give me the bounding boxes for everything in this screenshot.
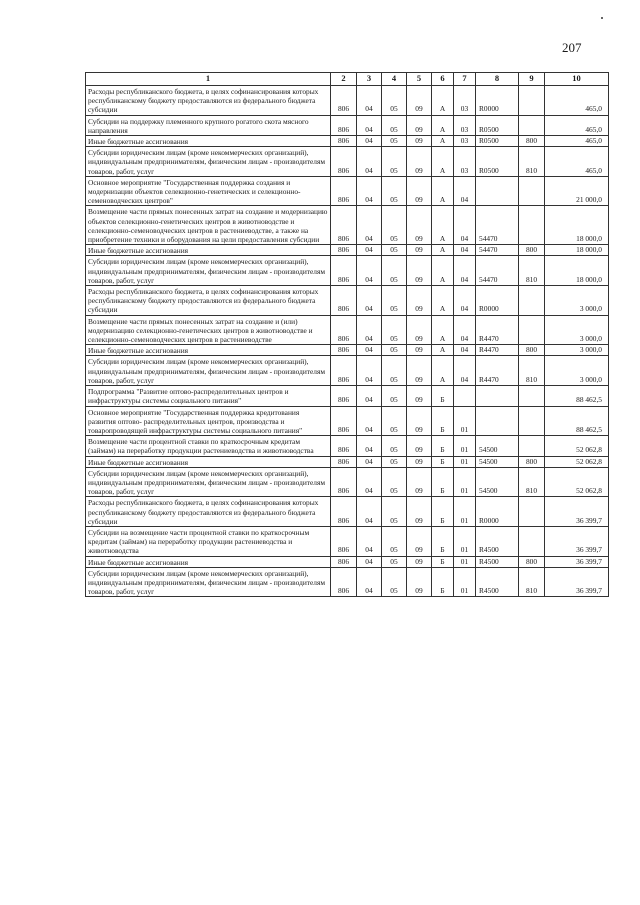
program-cell: 09	[407, 556, 432, 567]
table-row	[86, 497, 609, 527]
item-name-cell: Субсидии юридическим лицам (кроме некоммерческих организаций), индивидуальным предпринимателям, физическим лицам - производителям товаров, работ, услуг	[86, 567, 331, 597]
activity-cell: 04	[454, 286, 476, 316]
section-cell: 04	[357, 147, 382, 177]
subsection-cell: 05	[382, 136, 407, 147]
column-header: 2	[331, 73, 357, 86]
subsection-cell: 05	[382, 406, 407, 436]
program-cell: 09	[407, 467, 432, 497]
expense-type-cell: 800	[519, 456, 545, 467]
activity-cell: 01	[454, 497, 476, 527]
direction-code-cell: R0000	[476, 497, 519, 527]
ministry-code-cell: 806	[331, 256, 357, 286]
amount-cell: 3 000,0	[545, 286, 609, 316]
item-name-cell: Основное мероприятие "Государственная поддержка создания и модернизации объектов селекционно-генетических и селекционно-семеноводческих центров"	[86, 176, 331, 206]
expense-type-cell: 800	[519, 136, 545, 147]
table-row	[86, 245, 609, 256]
subprogram-cell: Б	[432, 386, 454, 406]
direction-code-cell: R4500	[476, 567, 519, 597]
direction-code-cell: R0500	[476, 136, 519, 147]
ministry-code-cell: 806	[331, 286, 357, 316]
subprogram-cell: Б	[432, 526, 454, 556]
expense-type-cell	[519, 526, 545, 556]
program-cell: 09	[407, 345, 432, 356]
ministry-code-cell: 806	[331, 206, 357, 245]
section-cell: 04	[357, 315, 382, 345]
section-cell: 04	[357, 176, 382, 206]
table-row	[86, 206, 609, 245]
subsection-cell: 05	[382, 356, 407, 386]
expense-type-cell: 810	[519, 256, 545, 286]
direction-code-cell: 54500	[476, 436, 519, 456]
subprogram-cell: А	[432, 245, 454, 256]
program-cell: 09	[407, 567, 432, 597]
section-cell: 04	[357, 286, 382, 316]
direction-code-cell: R4470	[476, 315, 519, 345]
program-cell: 09	[407, 176, 432, 206]
direction-code-cell: 54470	[476, 245, 519, 256]
table-row	[86, 436, 609, 456]
expense-type-cell: 810	[519, 147, 545, 177]
table-body	[86, 86, 609, 597]
activity-cell: 01	[454, 406, 476, 436]
activity-cell: 03	[454, 86, 476, 116]
subsection-cell: 05	[382, 526, 407, 556]
program-cell: 09	[407, 206, 432, 245]
subsection-cell: 05	[382, 467, 407, 497]
amount-cell: 21 000,0	[545, 176, 609, 206]
program-cell: 09	[407, 315, 432, 345]
item-name-cell: Субсидии юридическим лицам (кроме некоммерческих организаций), индивидуальным предпринимателям, физическим лицам - производителям товаров, работ, услуг	[86, 356, 331, 386]
subprogram-cell: А	[432, 86, 454, 116]
subprogram-cell: А	[432, 315, 454, 345]
column-header: 4	[382, 73, 407, 86]
expense-type-cell	[519, 206, 545, 245]
amount-cell: 52 062,8	[545, 436, 609, 456]
expense-type-cell	[519, 406, 545, 436]
amount-cell: 88 462,5	[545, 386, 609, 406]
column-header: 6	[432, 73, 454, 86]
expense-type-cell	[519, 436, 545, 456]
subprogram-cell: А	[432, 345, 454, 356]
column-header: 7	[454, 73, 476, 86]
expense-type-cell	[519, 115, 545, 135]
direction-code-cell: 54500	[476, 456, 519, 467]
direction-code-cell	[476, 406, 519, 436]
ministry-code-cell: 806	[331, 345, 357, 356]
program-cell: 09	[407, 286, 432, 316]
subsection-cell: 05	[382, 245, 407, 256]
section-cell: 04	[357, 526, 382, 556]
table-row	[86, 176, 609, 206]
ministry-code-cell: 806	[331, 245, 357, 256]
activity-cell: 04	[454, 245, 476, 256]
table-row	[86, 456, 609, 467]
section-cell: 04	[357, 206, 382, 245]
expense-type-cell: 810	[519, 356, 545, 386]
ministry-code-cell: 806	[331, 556, 357, 567]
direction-code-cell: 54470	[476, 256, 519, 286]
ministry-code-cell: 806	[331, 386, 357, 406]
amount-cell: 3 000,0	[545, 345, 609, 356]
expense-type-cell	[519, 497, 545, 527]
activity-cell: 04	[454, 345, 476, 356]
direction-code-cell: R0500	[476, 115, 519, 135]
activity-cell: 01	[454, 567, 476, 597]
table-row	[86, 356, 609, 386]
section-cell: 04	[357, 386, 382, 406]
ministry-code-cell: 806	[331, 406, 357, 436]
amount-cell: 465,0	[545, 86, 609, 116]
table-row	[86, 467, 609, 497]
item-name-cell: Субсидии юридическим лицам (кроме некоммерческих организаций), индивидуальным предпринимателям, физическим лицам - производителям товаров, работ, услуг	[86, 256, 331, 286]
ministry-code-cell: 806	[331, 497, 357, 527]
direction-code-cell: R4500	[476, 526, 519, 556]
section-cell: 04	[357, 467, 382, 497]
subsection-cell: 05	[382, 206, 407, 245]
direction-code-cell: R4470	[476, 345, 519, 356]
subprogram-cell: А	[432, 176, 454, 206]
section-cell: 04	[357, 345, 382, 356]
expense-type-cell	[519, 286, 545, 316]
item-name-cell: Иные бюджетные ассигнования	[86, 456, 331, 467]
direction-code-cell	[476, 176, 519, 206]
subsection-cell: 05	[382, 386, 407, 406]
item-name-cell: Основное мероприятие "Государственная поддержка кредитования развития оптово- распределительных центров, производства и товаропроводящей инфраструктуры системы социального питания"	[86, 406, 331, 436]
item-name-cell: Субсидии на поддержку племенного крупного рогатого скота мясного направления	[86, 115, 331, 135]
program-cell: 09	[407, 147, 432, 177]
subprogram-cell: А	[432, 286, 454, 316]
program-cell: 09	[407, 245, 432, 256]
table-row	[86, 256, 609, 286]
item-name-cell: Возмещение части процентной ставки по краткосрочным кредитам (займам) на переработку продукции растениеводства и животноводства	[86, 436, 331, 456]
ministry-code-cell: 806	[331, 526, 357, 556]
table-row	[86, 345, 609, 356]
amount-cell: 36 399,7	[545, 526, 609, 556]
table-row	[86, 406, 609, 436]
direction-code-cell: R0000	[476, 286, 519, 316]
program-cell: 09	[407, 406, 432, 436]
amount-cell: 465,0	[545, 115, 609, 135]
amount-cell: 88 462,5	[545, 406, 609, 436]
amount-cell: 465,0	[545, 147, 609, 177]
page-number: 207	[562, 40, 582, 55]
program-cell: 09	[407, 497, 432, 527]
subprogram-cell: Б	[432, 406, 454, 436]
subprogram-cell: А	[432, 147, 454, 177]
amount-cell: 18 000,0	[545, 256, 609, 286]
subsection-cell: 05	[382, 556, 407, 567]
item-name-cell: Возмещение части прямых понесенных затрат на создание и (или) модернизацию селекционно-генетических центров в животноводстве и селекционно-семеноводческих центров в растениеводстве	[86, 315, 331, 345]
program-cell: 09	[407, 526, 432, 556]
amount-cell: 52 062,8	[545, 467, 609, 497]
program-cell: 09	[407, 136, 432, 147]
activity-cell: 01	[454, 526, 476, 556]
table-row	[86, 147, 609, 177]
subprogram-cell: А	[432, 256, 454, 286]
item-name-cell: Иные бюджетные ассигнования	[86, 245, 331, 256]
expense-type-cell: 800	[519, 345, 545, 356]
section-cell: 04	[357, 86, 382, 116]
table-row	[86, 315, 609, 345]
activity-cell: 04	[454, 176, 476, 206]
program-cell: 09	[407, 256, 432, 286]
section-cell: 04	[357, 256, 382, 286]
activity-cell: 04	[454, 356, 476, 386]
subprogram-cell: Б	[432, 556, 454, 567]
subsection-cell: 05	[382, 315, 407, 345]
program-cell: 09	[407, 456, 432, 467]
expense-type-cell: 810	[519, 567, 545, 597]
activity-cell: 03	[454, 136, 476, 147]
scan-speck	[601, 17, 603, 19]
item-name-cell: Подпрограмма "Развитие оптово-распределительных центров и инфраструктуры системы социального питания"	[86, 386, 331, 406]
subprogram-cell: А	[432, 115, 454, 135]
section-cell: 04	[357, 436, 382, 456]
activity-cell: 04	[454, 206, 476, 245]
amount-cell: 465,0	[545, 136, 609, 147]
direction-code-cell: R4470	[476, 356, 519, 386]
subprogram-cell: А	[432, 356, 454, 386]
expense-type-cell	[519, 86, 545, 116]
direction-code-cell: 54500	[476, 467, 519, 497]
table-row	[86, 567, 609, 597]
amount-cell: 36 399,7	[545, 497, 609, 527]
item-name-cell: Иные бюджетные ассигнования	[86, 136, 331, 147]
section-cell: 04	[357, 497, 382, 527]
direction-code-cell: R0500	[476, 147, 519, 177]
activity-cell: 03	[454, 147, 476, 177]
subsection-cell: 05	[382, 456, 407, 467]
subsection-cell: 05	[382, 86, 407, 116]
column-header: 3	[357, 73, 382, 86]
program-cell: 09	[407, 115, 432, 135]
subprogram-cell: Б	[432, 567, 454, 597]
section-cell: 04	[357, 556, 382, 567]
item-name-cell: Расходы республиканского бюджета, в целях софинансирования которых республиканскому бюджету предоставляются из федерального бюджета субсидии	[86, 86, 331, 116]
subsection-cell: 05	[382, 256, 407, 286]
subsection-cell: 05	[382, 345, 407, 356]
expense-type-cell: 800	[519, 556, 545, 567]
ministry-code-cell: 806	[331, 356, 357, 386]
expense-type-cell	[519, 315, 545, 345]
subprogram-cell: Б	[432, 436, 454, 456]
section-cell: 04	[357, 136, 382, 147]
ministry-code-cell: 806	[331, 176, 357, 206]
expense-type-cell: 800	[519, 245, 545, 256]
section-cell: 04	[357, 567, 382, 597]
activity-cell: 01	[454, 456, 476, 467]
subsection-cell: 05	[382, 115, 407, 135]
section-cell: 04	[357, 245, 382, 256]
program-cell: 09	[407, 436, 432, 456]
item-name-cell: Субсидии юридическим лицам (кроме некоммерческих организаций), индивидуальным предпринимателям, физическим лицам - производителям товаров, работ, услуг	[86, 467, 331, 497]
ministry-code-cell: 806	[331, 436, 357, 456]
column-header: 5	[407, 73, 432, 86]
program-cell: 09	[407, 386, 432, 406]
ministry-code-cell: 806	[331, 136, 357, 147]
subsection-cell: 05	[382, 497, 407, 527]
item-name-cell: Возмещение части прямых понесенных затрат на создание и модернизацию объектов селекционно-генетических центров в животноводстве и селекционно-семеноводческих центров в растениеводстве, а также на приобретение техники и оборудования на цели предоставления субсидии	[86, 206, 331, 245]
section-cell: 04	[357, 456, 382, 467]
section-cell: 04	[357, 115, 382, 135]
ministry-code-cell: 806	[331, 467, 357, 497]
item-name-cell: Субсидии на возмещение части процентной ставки по краткосрочным кредитам (займам) на переработку продукции растениеводства и животноводства	[86, 526, 331, 556]
column-header: 9	[519, 73, 545, 86]
column-header: 8	[476, 73, 519, 86]
item-name-cell: Расходы республиканского бюджета, в целях софинансирования которых республиканскому бюджету предоставляются из федерального бюджета субсидии	[86, 497, 331, 527]
activity-cell: 04	[454, 315, 476, 345]
amount-cell: 52 062,8	[545, 456, 609, 467]
table-row	[86, 136, 609, 147]
amount-cell: 3 000,0	[545, 315, 609, 345]
activity-cell: 01	[454, 436, 476, 456]
table-row	[86, 115, 609, 135]
table-row	[86, 386, 609, 406]
subsection-cell: 05	[382, 286, 407, 316]
amount-cell: 36 399,7	[545, 567, 609, 597]
direction-code-cell: R0000	[476, 86, 519, 116]
amount-cell: 18 000,0	[545, 206, 609, 245]
amount-cell: 36 399,7	[545, 556, 609, 567]
ministry-code-cell: 806	[331, 147, 357, 177]
item-name-cell: Иные бюджетные ассигнования	[86, 556, 331, 567]
column-header: 10	[545, 73, 609, 86]
activity-cell: 03	[454, 115, 476, 135]
expense-type-cell	[519, 176, 545, 206]
item-name-cell: Субсидии юридическим лицам (кроме некоммерческих организаций), индивидуальным предпринимателям, физическим лицам - производителям товаров, работ, услуг	[86, 147, 331, 177]
ministry-code-cell: 806	[331, 567, 357, 597]
ministry-code-cell: 806	[331, 315, 357, 345]
ministry-code-cell: 806	[331, 86, 357, 116]
column-header: 1	[86, 73, 331, 86]
subprogram-cell: А	[432, 206, 454, 245]
activity-cell: 04	[454, 256, 476, 286]
item-name-cell: Иные бюджетные ассигнования	[86, 345, 331, 356]
direction-code-cell: R4500	[476, 556, 519, 567]
amount-cell: 3 000,0	[545, 356, 609, 386]
expense-type-cell: 810	[519, 467, 545, 497]
table-row	[86, 526, 609, 556]
subsection-cell: 05	[382, 567, 407, 597]
program-cell: 09	[407, 86, 432, 116]
subprogram-cell: Б	[432, 497, 454, 527]
section-cell: 04	[357, 356, 382, 386]
activity-cell	[454, 386, 476, 406]
item-name-cell: Расходы республиканского бюджета, в целях софинансирования которых республиканскому бюджету предоставляются из федерального бюджета субсидии	[86, 286, 331, 316]
ministry-code-cell: 806	[331, 456, 357, 467]
section-cell: 04	[357, 406, 382, 436]
subsection-cell: 05	[382, 176, 407, 206]
expense-type-cell	[519, 386, 545, 406]
subprogram-cell: А	[432, 136, 454, 147]
program-cell: 09	[407, 356, 432, 386]
budget-table	[85, 72, 609, 597]
table-header-row	[86, 73, 609, 86]
activity-cell: 01	[454, 467, 476, 497]
amount-cell: 18 000,0	[545, 245, 609, 256]
subprogram-cell: Б	[432, 467, 454, 497]
subprogram-cell: Б	[432, 456, 454, 467]
table-row	[86, 556, 609, 567]
ministry-code-cell: 806	[331, 115, 357, 135]
subsection-cell: 05	[382, 436, 407, 456]
subsection-cell: 05	[382, 147, 407, 177]
activity-cell: 01	[454, 556, 476, 567]
direction-code-cell	[476, 386, 519, 406]
table-row	[86, 286, 609, 316]
table-row	[86, 86, 609, 116]
direction-code-cell: 54470	[476, 206, 519, 245]
